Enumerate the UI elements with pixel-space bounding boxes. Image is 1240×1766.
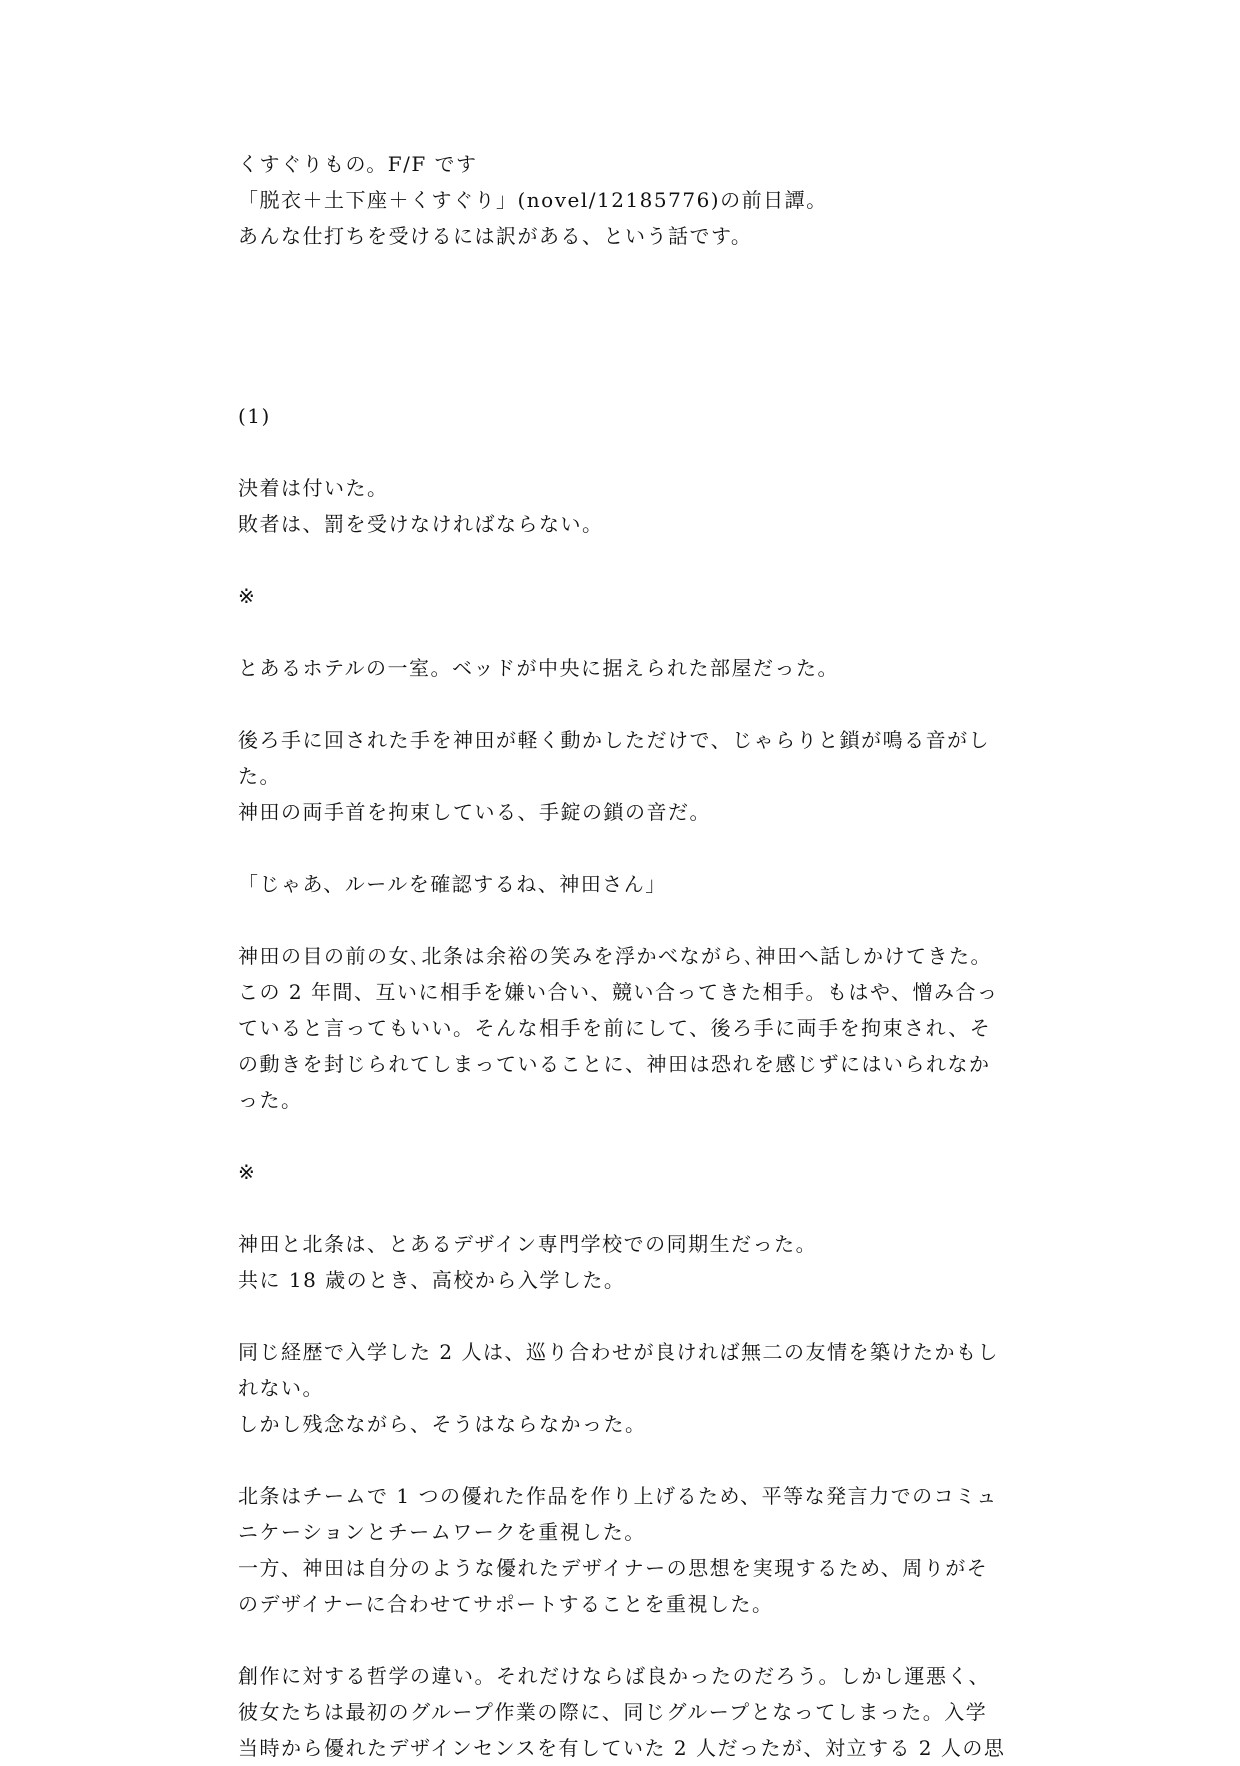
paragraph-line: 神田と北条は、とあるデザイン専門学校での同期生だった。 — [238, 1232, 818, 1256]
paragraph-line: れない。 — [238, 1376, 324, 1400]
spacer — [238, 434, 1008, 470]
spacer — [238, 614, 1008, 650]
chapter-marker: (1) — [238, 404, 271, 428]
spacer — [238, 254, 1008, 290]
spacer — [238, 542, 1008, 578]
spacer — [238, 326, 1008, 362]
paragraph-line: 神田の両手首を拘束している、手錠の鎖の音だ。 — [238, 800, 711, 824]
paragraph-line: 神田の目の前の女､北条は余裕の笑みを浮かべながら､神田へ話しかけてきた。 — [238, 944, 992, 968]
paragraph-line: 後ろ手に回された手を神田が軽く動かしただけで、じゃらりと鎖が鳴る音がし — [238, 728, 991, 752]
paragraph-line: 当時から優れたデザインセンスを有していた 2 人だったが、対立する 2 人の思 — [238, 1736, 1006, 1760]
spacer — [238, 1298, 1008, 1334]
paragraph-line: 創作に対する哲学の違い。それだけならば良かったのだろう。しかし運悪く、 — [238, 1664, 991, 1688]
paragraph-line: 決着は付いた。 — [238, 476, 389, 500]
body-text — [238, 146, 1008, 1766]
paragraph-line: ニケーションとチームワークを重視した。 — [238, 1520, 646, 1544]
intro-line: くすぐりもの。F/F です — [238, 152, 478, 176]
dialogue-line: 「じゃあ、ルールを確認するね、神田さん」 — [238, 872, 667, 896]
paragraph-line: のデザイナーに合わせてサポートすることを重視した。 — [238, 1592, 774, 1616]
section-separator: ※ — [238, 584, 257, 608]
section-separator: ※ — [238, 1160, 257, 1184]
paragraph-line: とあるホテルの一室。ベッドが中央に据えられた部屋だった。 — [238, 656, 839, 680]
spacer — [238, 290, 1008, 326]
spacer — [238, 1622, 1008, 1658]
intro-line: 「脱衣＋土下座＋くすぐり」(novel/12185776)の前日譚。 — [238, 188, 828, 212]
paragraph-line: ていると言ってもいい。そんな相手を前にして、後ろ手に両手を拘束され、そ — [238, 1016, 992, 1040]
paragraph-line: った。 — [238, 1088, 303, 1112]
spacer — [238, 686, 1008, 722]
paragraph-line: この 2 年間、互いに相手を嫌い合い、競い合ってきた相手。もはや、憎み合っ — [238, 980, 999, 1004]
paragraph-line: 彼女たちは最初のグループ作業の際に、同じグループとなってしまった。入学 — [238, 1700, 988, 1724]
spacer — [238, 1190, 1008, 1226]
paragraph-line: の動きを封じられてしまっていることに、神田は恐れを感じずにはいられなか — [238, 1052, 991, 1076]
paragraph-line: しかし残念ながら、そうはならなかった。 — [238, 1412, 647, 1436]
paragraph-line: 同じ経歴で入学した 2 人は、巡り合わせが良ければ無二の友情を築けたかもし — [238, 1340, 999, 1364]
spacer — [238, 902, 1008, 938]
spacer — [238, 1118, 1008, 1154]
intro-line: あんな仕打ちを受けるには訳がある、という話です。 — [238, 224, 753, 248]
paragraph-line: 敗者は、罰を受けなければならない。 — [238, 512, 604, 536]
spacer — [238, 1442, 1008, 1478]
paragraph-line: た。 — [238, 764, 281, 788]
paragraph-line: 北条はチームで 1 つの優れた作品を作り上げるため、平等な発言力でのコミュ — [238, 1484, 998, 1508]
spacer — [238, 830, 1008, 866]
paragraph-line: 一方、神田は自分のような優れたデザイナーの思想を実現するため、周りがそ — [238, 1556, 989, 1580]
paragraph-line: 共に 18 歳のとき、高校から入学した。 — [238, 1268, 626, 1292]
spacer — [238, 362, 1008, 398]
